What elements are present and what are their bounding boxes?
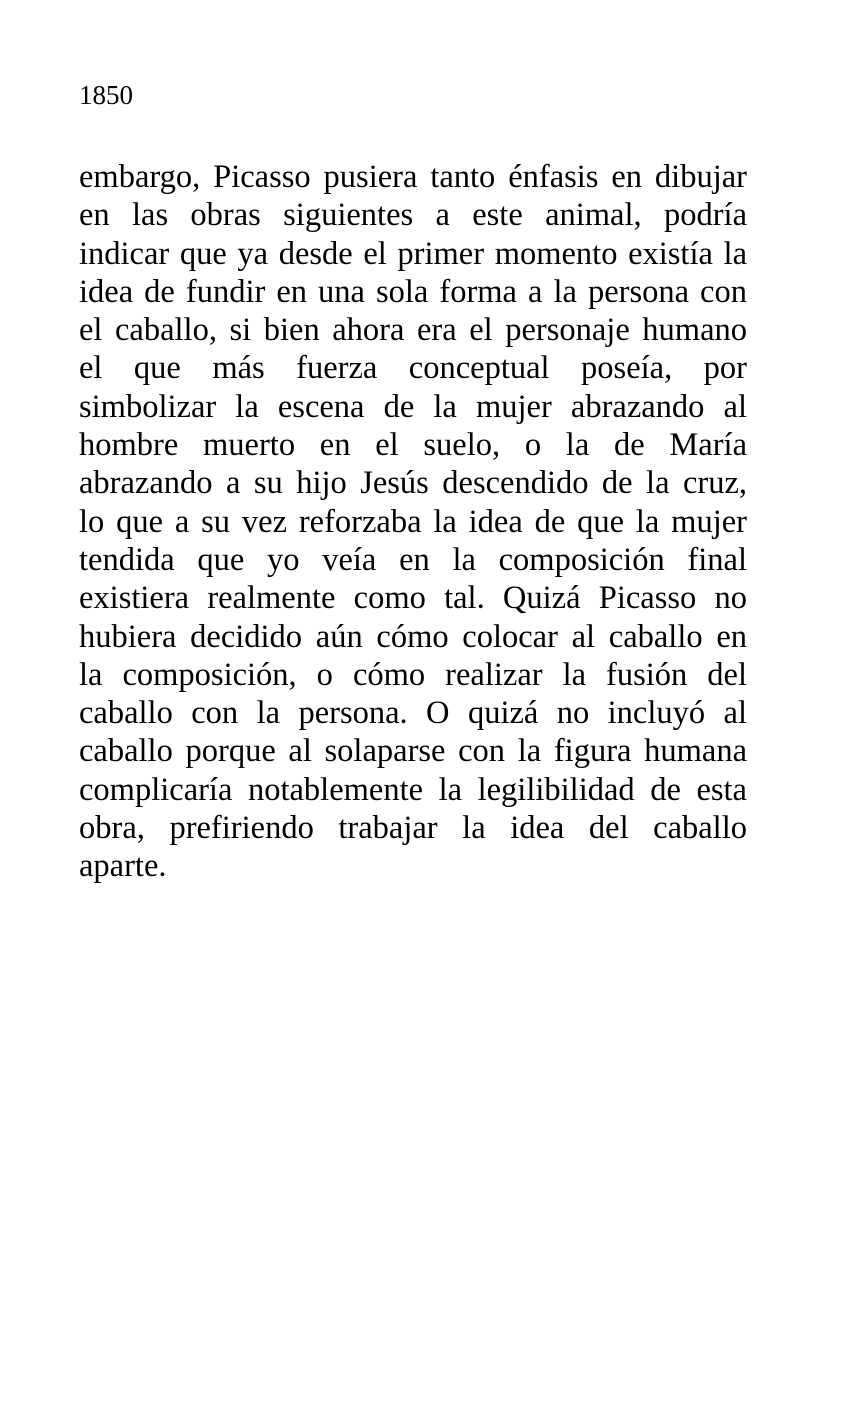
body-paragraph <box>79 158 747 886</box>
text-line: en las obras siguientes a este animal, podría <box>79 197 747 234</box>
text-line: el que más fuerza conceptual poseía, por <box>79 350 747 387</box>
text-line-last: aparte. <box>79 848 167 885</box>
text-line: obra, prefiriendo trabajar la idea del caballo <box>79 810 747 847</box>
text-line: lo que a su vez reforzaba la idea de que la mujer <box>79 503 747 540</box>
text-line: hombre muerto en el suelo, o la de María <box>79 427 747 464</box>
text-line: el caballo, si bien ahora era el personaje humano <box>79 312 747 349</box>
text-line: complicaría notablemente la legilibilidad de esta <box>79 771 747 808</box>
text-line: caballo porque al solaparse con la figura humana <box>79 733 747 770</box>
text-line: existiera realmente como tal. Quizá Picasso no <box>79 580 747 617</box>
text-line: hubiera decidido aún cómo colocar al caballo en <box>79 618 747 655</box>
text-line: la composición, o cómo realizar la fusión del <box>79 656 747 693</box>
text-line: caballo con la persona. O quizá no incluyó al <box>79 695 747 732</box>
text-line: indicar que ya desde el primer momento existía la <box>79 235 747 272</box>
text-line: tendida que yo veía en la composición final <box>79 541 747 578</box>
text-line: simbolizar la escena de la mujer abrazando al <box>79 388 747 425</box>
text-line: embargo, Picasso pusiera tanto énfasis en dibujar <box>79 159 747 195</box>
text-line: idea de fundir en una sola forma a la persona con <box>79 273 747 310</box>
text-line: abrazando a su hijo Jesús descendido de la cruz, <box>79 465 747 502</box>
page-number: 1850 <box>79 80 133 110</box>
